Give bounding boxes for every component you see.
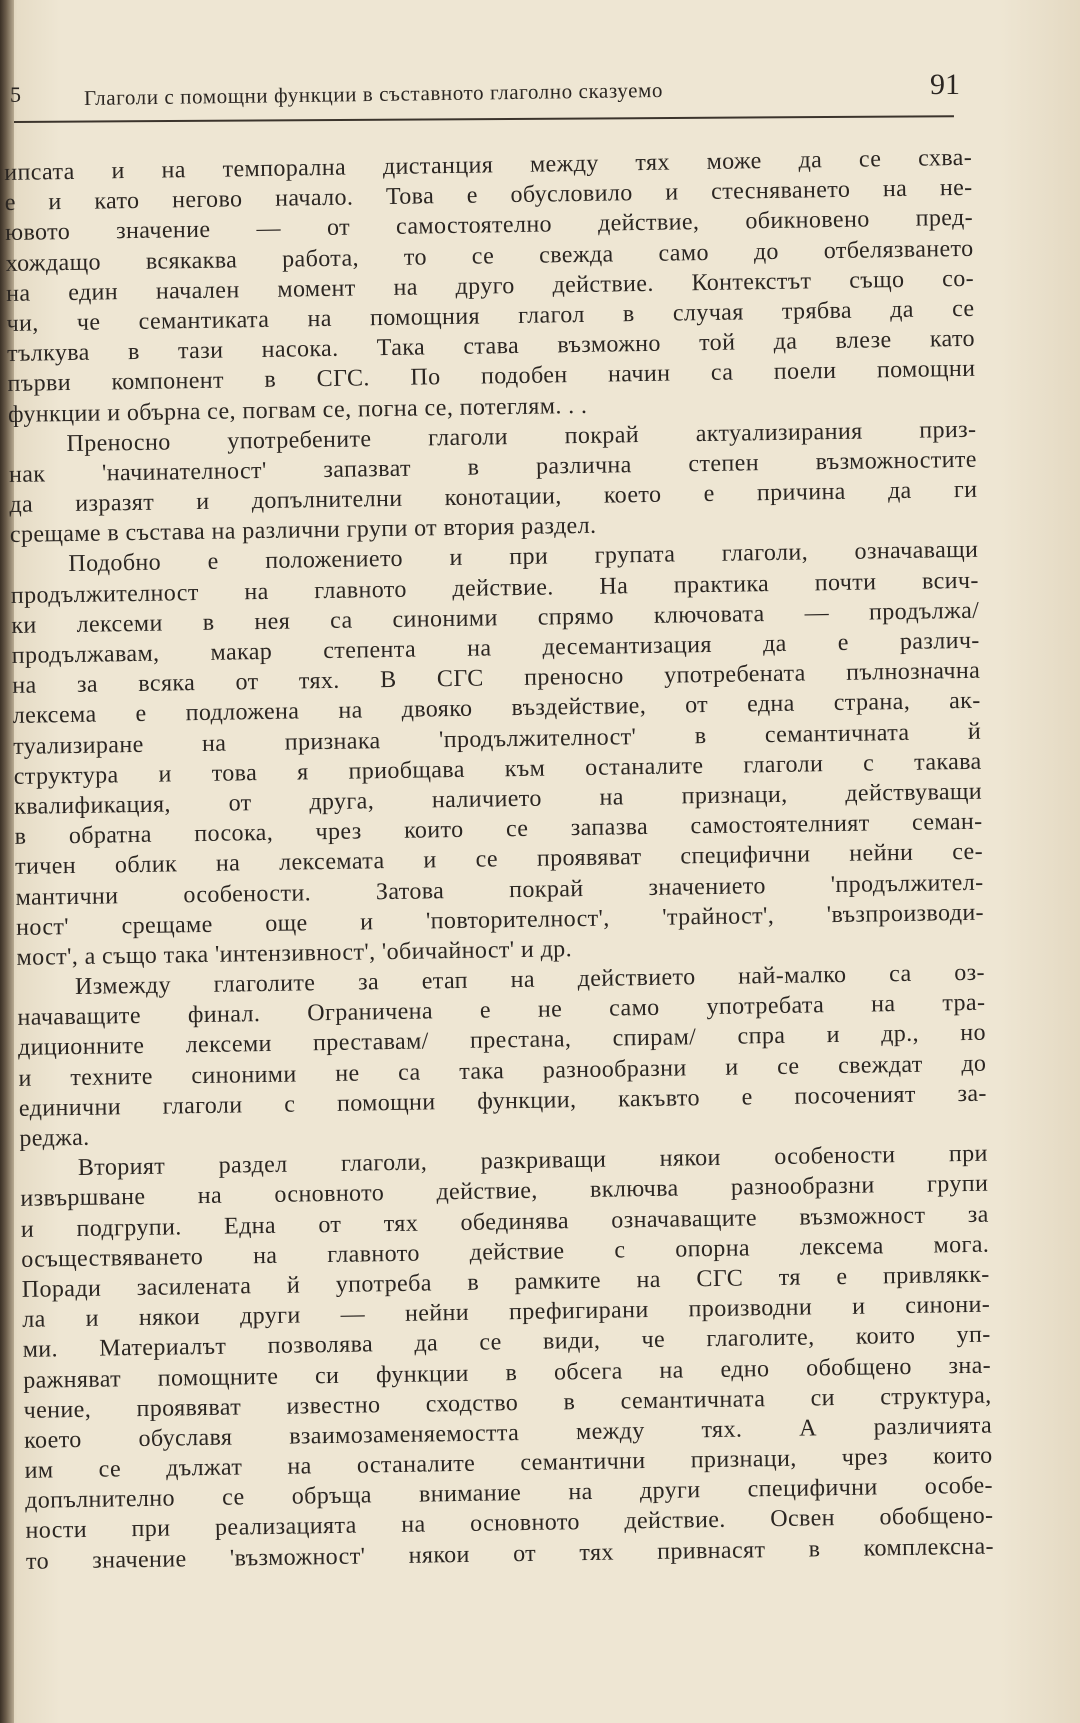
text-line: Измежду глаголите за етап на действието най-малко са оз- [74,959,986,1001]
text-line: допълнително се обръща внимание на други специфични особе- [24,1472,994,1515]
text-line: ипсата и на темпорална дистанция между тях може да се схва- [4,144,973,186]
text-line: лексема е подложена на двояко въздействие, от една страна, ак- [12,688,981,730]
text-line: ювото значение — от самостоятелно действие, обикновено пред- [4,205,974,247]
text-line: нак 'начинателност' запазват в различна степен възможностите [8,446,978,488]
text-line: продължителност на главното действие. На практика почти всич- [10,567,979,609]
text-line: и техните синоними не са така разнообразни и се свеждат до [18,1050,987,1092]
text-line: хождащо всякаква работа, то се свежда само до отбелязването [5,235,974,277]
text-line: им се дължат на останалите семантични признаци, чрез които [24,1442,993,1484]
text-line: мантични особености. Затова покрай значението 'продължител- [15,869,984,911]
text-line: ности при реализацията на основното действие. Освен обобщено- [25,1503,994,1545]
text-line: то значение 'възможност' някои от тях привнасят в комплексна- [25,1533,995,1575]
text-line: което обуславя взаимозаменяемостта между тях. А различията [23,1412,993,1454]
text-line: реджа. [19,1124,90,1152]
text-line: осъществяването на главното действие с опорна лексема мога. [21,1231,990,1273]
page-number: 91 [930,68,960,101]
body-text [4,143,994,1577]
text-line: първи компонент в СГС. По подобен начин са поели помощни [7,356,976,398]
text-line: да изразят и допълнителни конотации, което е причина да ги [9,476,978,519]
text-line: чи, че семантиката на помощния глагол в случая трябва да се [6,295,975,337]
text-line: единични глаголи с помощни функции, какъвто е посоченият за- [18,1080,988,1122]
text-line: ност' срещаме още и 'повторителност', 'трайност', 'възпроизводи- [15,899,985,941]
text-line: чение, проявяват известно сходство в семантичната си структура, [23,1382,992,1424]
text-line: и подгрупи. Една от тях обединява означаващите възможност за [20,1201,989,1243]
text-line: ми. Материалът позволява да се види, че глаголите, които уп- [22,1321,991,1364]
text-line: ражняват помощните си функции в обсега на едно обобщено зна- [22,1352,992,1394]
text-line: ки лексеми в нея са синоними спрямо ключовата — продължа/ [11,597,980,639]
running-title: Глаголи с помощни функции в съставното глаголно сказуемо [83,77,664,110]
text-line: функции и обърна се, погвам се, погна се, потеглям. . . [7,392,588,428]
page-header [10,68,960,108]
text-line: туализиране на признака 'продължителност' в семантичната й [13,718,982,760]
text-line: диционните лексеми преставам/ престана, спирам/ спра и др., но [17,1020,987,1062]
text-line: продължавам, макар степента на десемантизация да е различ- [11,627,980,669]
text-line: начаващите финал. Ограничена е не само употребата на тра- [17,989,986,1032]
text-line: е и като негово начало. Това е обусловило и стесняването на не- [4,174,973,217]
text-line: структура и това я приобщава към останалите глаголи с такава [13,748,982,790]
text-line: Поради засилената й употреба в рамките на СГС тя е привлякк- [21,1261,990,1303]
text-line: извършване на основното действие, включва разнообразни групи [20,1171,989,1213]
text-line: ла и някои други — нейни префигирани производни и синони- [22,1291,991,1333]
text-line: на за всяка от тях. В СГС преносно употребената пълнозначна [12,657,981,700]
text-line: тичен облик на лексемата и се проявяват специфични нейни се- [14,839,984,881]
text-line: Вторият раздел глаголи, разкриващи някои особености при [77,1140,988,1182]
text-line: Подобно е положението и при групата глаголи, означаващи [68,537,979,578]
text-line: срещаме в състава на различни групи от втория раздел. [9,512,597,549]
previous-page-number-fragment: 5 [10,82,21,107]
text-line: Преносно употребените глаголи покрай актуализирания приз- [66,416,977,457]
text-line: в обратна посока, чрез които се запазва самостоятелният семан- [14,808,983,851]
text-line: квалификация, от друга, наличието на признаци, действуващи [13,778,983,820]
text-line: на един начален момент на друго действие. Контекстът също со- [5,265,975,307]
text-line: тълкува в тази насока. Така става възможно той да влезе като [6,325,976,368]
header-rule [14,115,954,123]
text-line: мост', а също така 'интензивност', 'обичайност' и др. [16,936,573,971]
